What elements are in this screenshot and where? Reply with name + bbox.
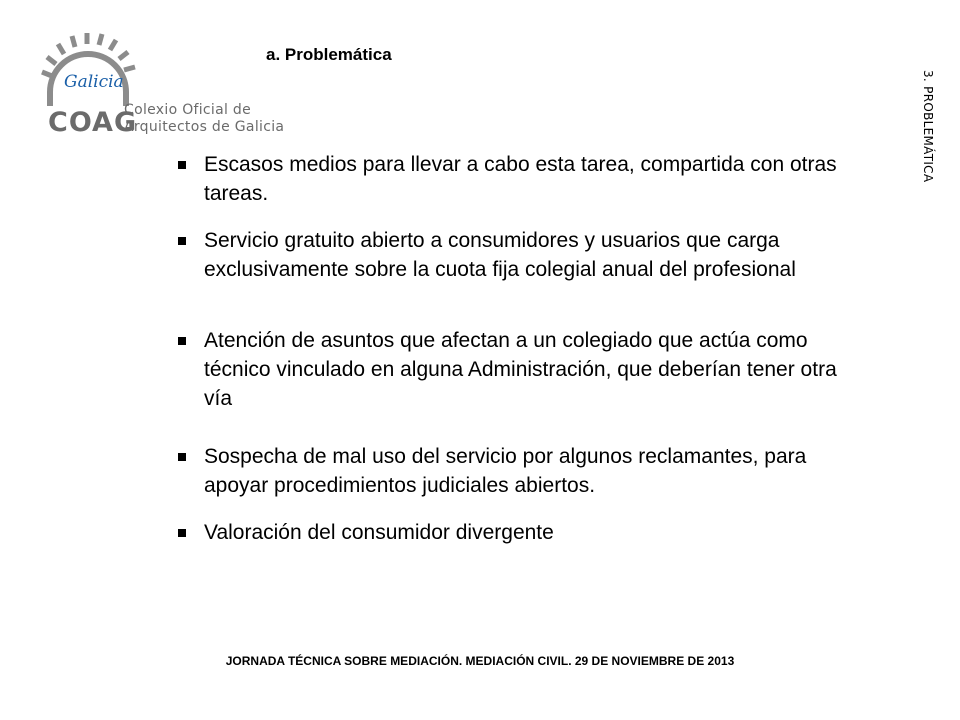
section-title: a. Problemática	[266, 45, 392, 64]
square-bullet-icon	[178, 237, 186, 245]
bullet-text: Servicio gratuito abierto a consumidores y usuarios que carga exclusivamente sobre la cuota fija colegial anual del profesional	[204, 229, 796, 281]
logo-script-text: Galicia	[64, 72, 124, 92]
logo-name-line1: Colexio Oficial de	[124, 102, 252, 118]
bullet-text: Valoración del consumidor divergente	[204, 521, 554, 544]
side-section-label: 3. PROBLEMÁTICA	[921, 70, 935, 183]
logo-institution-name	[124, 102, 284, 136]
coag-logo	[40, 32, 285, 138]
bullet-item	[176, 150, 866, 208]
bullet-item	[176, 518, 866, 547]
bullet-list	[176, 150, 866, 547]
bullet-item	[176, 326, 866, 413]
bullet-item	[176, 442, 866, 500]
square-bullet-icon	[178, 337, 186, 345]
bullet-text: Atención de asuntos que afectan a un colegiado que actúa como técnico vinculado en alguna Administración, que deberían tener otra vía	[204, 329, 837, 410]
square-bullet-icon	[178, 453, 186, 461]
bullet-text: Sospecha de mal uso del servicio por algunos reclamantes, para apoyar procedimientos judiciales abiertos.	[204, 445, 807, 497]
bullet-text: Escasos medios para llevar a cabo esta tarea, compartida con otras tareas.	[204, 153, 837, 205]
bullet-item	[176, 226, 866, 284]
square-bullet-icon	[178, 161, 186, 169]
logo-acronym: COAG	[48, 107, 138, 138]
square-bullet-icon	[178, 529, 186, 537]
logo-name-line2: Arquitectos de Galicia	[124, 119, 285, 135]
footer-text: JORNADA TÉCNICA SOBRE MEDIACIÓN. MEDIACIÓN CIVIL. 29 DE NOVIEMBRE DE 2013	[225, 654, 735, 668]
